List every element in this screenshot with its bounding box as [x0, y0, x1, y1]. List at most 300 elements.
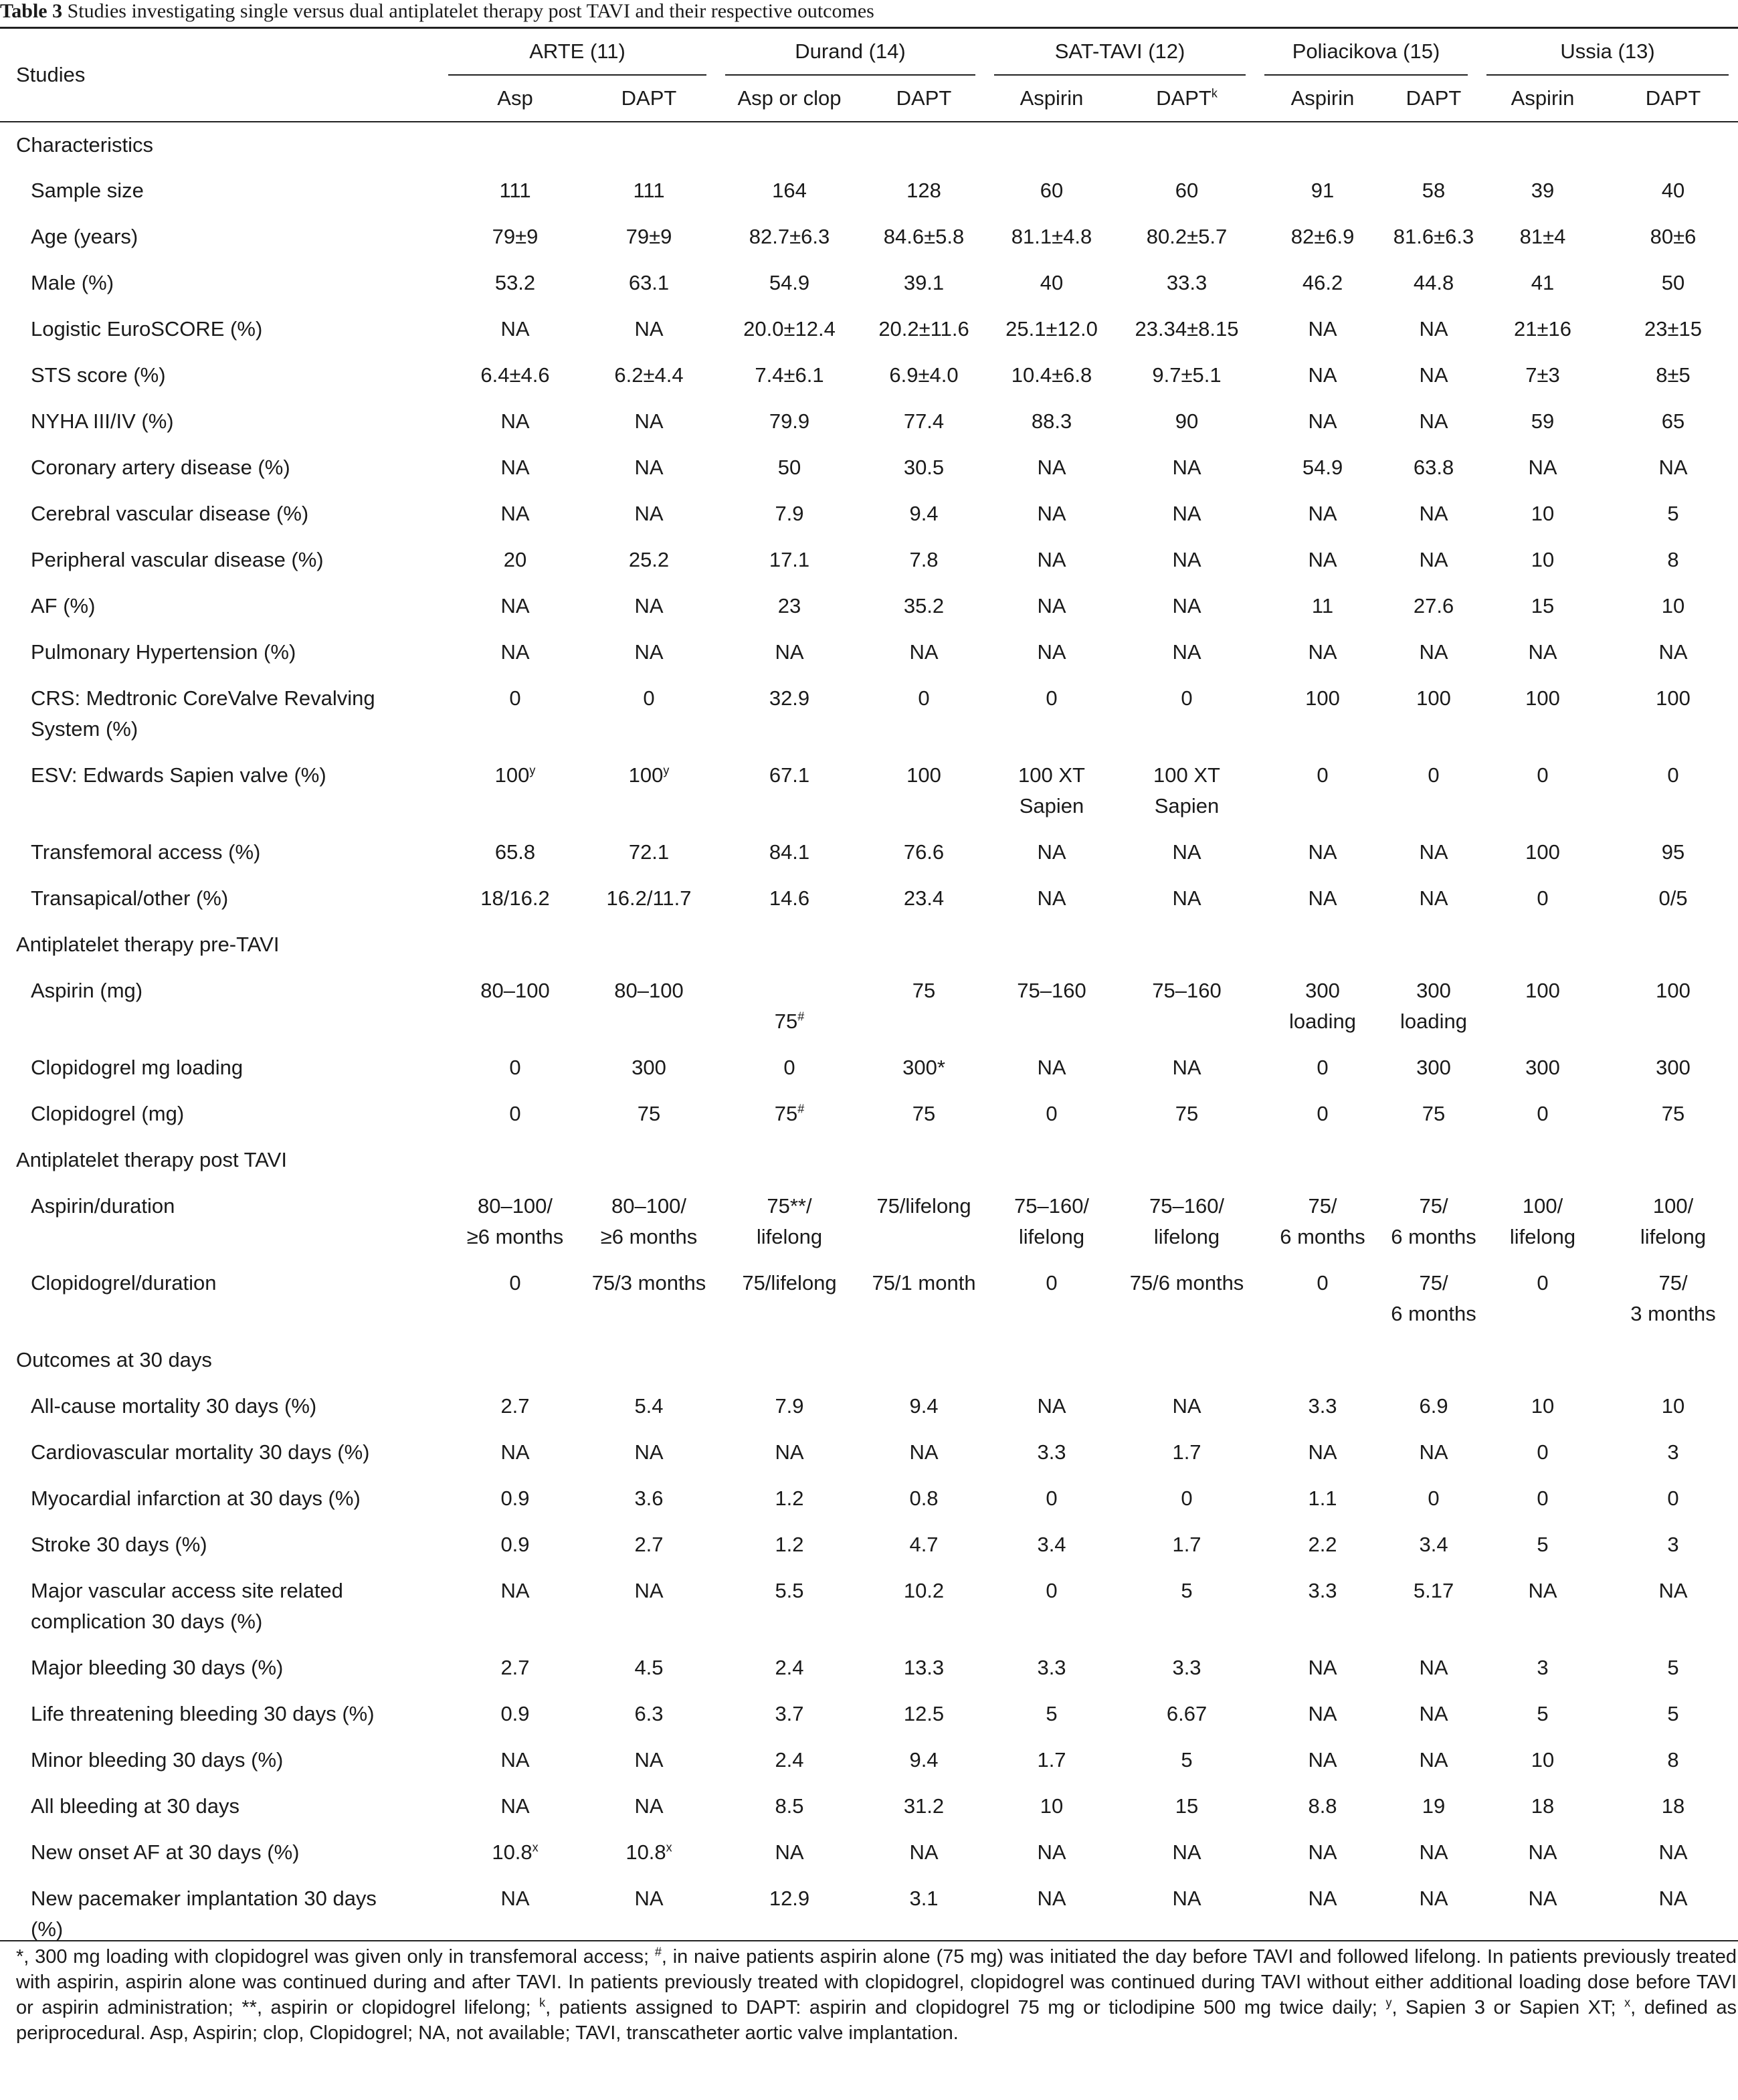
- row-label-text: All bleeding at 30 days: [31, 1794, 239, 1818]
- cell-line: [1255, 683, 1390, 714]
- table-cell: [716, 399, 863, 445]
- cell-value: 100: [1656, 979, 1691, 1002]
- cell-value: 44.8: [1413, 271, 1454, 294]
- cell-value: 100/: [1652, 1194, 1694, 1218]
- row-label: [0, 583, 448, 630]
- cell-line: [985, 498, 1119, 529]
- row-label: [0, 1383, 448, 1430]
- cell-value: NA: [1172, 840, 1201, 864]
- row-label-line: complication 30 days (%): [31, 1610, 263, 1633]
- cell-value: 17.1: [769, 548, 810, 571]
- cell-line: [1608, 1837, 1738, 1868]
- table-cell: [985, 1522, 1119, 1568]
- cell-line: [863, 268, 985, 298]
- cell-value: 0: [1317, 763, 1329, 787]
- cell-line: [1119, 1268, 1255, 1299]
- table-cell: [1119, 1737, 1255, 1784]
- table-cell: [1390, 1691, 1477, 1737]
- cell-line: [1608, 1099, 1738, 1129]
- cell-value: NA: [1308, 317, 1337, 341]
- cell-line: [1390, 1837, 1477, 1868]
- table-cell: [1608, 1522, 1738, 1568]
- cell-line: [1608, 837, 1738, 868]
- row-label-text: Aspirin/duration: [31, 1194, 175, 1218]
- cell-value: 31.2: [903, 1794, 945, 1818]
- cell-line: [1477, 545, 1608, 575]
- table-row: [0, 1645, 1738, 1691]
- table-cell: [863, 399, 985, 445]
- cell-line: lifelong: [1640, 1225, 1707, 1248]
- cell-line: [1608, 406, 1738, 437]
- cell-line: [1477, 591, 1608, 622]
- cell-value: 75: [1661, 1102, 1685, 1125]
- cell-line: [582, 975, 716, 1006]
- cell-value: 54.9: [1302, 456, 1343, 479]
- row-label: [0, 876, 448, 922]
- cell-value: 0: [1046, 1102, 1058, 1125]
- cell-line: [863, 1437, 985, 1468]
- row-label: [0, 1568, 448, 1645]
- table-row: [0, 168, 1738, 214]
- cell-value: 75: [774, 1102, 798, 1125]
- table-cell: [1119, 260, 1255, 306]
- arm-header-label: Asp or clop: [737, 86, 842, 110]
- table-cell: [448, 753, 582, 830]
- cell-value: 20.2±11.6: [878, 317, 969, 341]
- cell-line: [863, 1099, 985, 1129]
- cell-value: 1.2: [775, 1533, 804, 1556]
- cell-line: [1255, 1437, 1390, 1468]
- cell-line: [582, 837, 716, 868]
- table-cell: [985, 1645, 1119, 1691]
- arm-header: [1608, 76, 1738, 122]
- cell-line: [716, 498, 863, 529]
- table-cell: [582, 830, 716, 876]
- row-label-line: CRS: Medtronic CoreValve Revalving: [31, 686, 375, 710]
- table-cell: [1477, 1183, 1608, 1260]
- table-row: [0, 1737, 1738, 1784]
- cell-value: 8.5: [775, 1794, 804, 1818]
- table-cell: [1608, 445, 1738, 491]
- cell-value: 80–100: [614, 979, 684, 1002]
- table-cell: [863, 1045, 985, 1091]
- arm-header: [716, 76, 863, 122]
- cell-line: [1477, 1099, 1608, 1129]
- cell-line: [1255, 175, 1390, 206]
- footnote-text-4: , Sapien 3 or Sapien XT;: [1391, 1997, 1625, 2018]
- cell-value: NA: [909, 640, 939, 664]
- table-cell: [1255, 260, 1390, 306]
- cell-value: NA: [1172, 640, 1201, 664]
- cell-value: 3: [1667, 1440, 1679, 1464]
- table-cell: [1255, 1784, 1390, 1830]
- cell-line: 6 months: [1391, 1302, 1476, 1325]
- cell-value: 10: [1531, 1394, 1555, 1418]
- cell-line: [448, 883, 582, 914]
- cell-value: 0: [783, 1056, 795, 1079]
- cell-line: 6 months: [1280, 1225, 1365, 1248]
- table-cell: [863, 968, 985, 1045]
- table-cell: [985, 876, 1119, 922]
- table-cell: [1255, 353, 1390, 399]
- cell-value: 35.2: [903, 594, 945, 617]
- table-cell: [1390, 1383, 1477, 1430]
- cell-value: 5: [1537, 1702, 1549, 1725]
- cell-value: 6.2±4.4: [614, 363, 684, 387]
- cell-value: 0/5: [1658, 886, 1688, 910]
- row-label-text: New onset AF at 30 days (%): [31, 1840, 300, 1864]
- cell-line: [863, 498, 985, 529]
- cell-line: [1477, 637, 1608, 668]
- table-cell: [1477, 353, 1608, 399]
- table-cell: [863, 1784, 985, 1830]
- cell-value: NA: [909, 1840, 939, 1864]
- cell-value: 0: [1317, 1271, 1329, 1295]
- table-cell: [985, 1383, 1119, 1430]
- cell-value: 5: [1537, 1533, 1549, 1556]
- cell-line: lifelong: [1509, 1225, 1576, 1248]
- cell-line: [1255, 1529, 1390, 1560]
- row-label-text: Aspirin (mg): [31, 979, 143, 1002]
- table-cell: [1255, 445, 1390, 491]
- cell-line: [985, 975, 1119, 1006]
- table-cell: [1119, 876, 1255, 922]
- table-row: [0, 1260, 1738, 1337]
- table-cell: [716, 214, 863, 260]
- footnote-sup-2: k: [539, 1996, 546, 2010]
- table-cell: [985, 260, 1119, 306]
- table-cell: [448, 630, 582, 676]
- table-row: [0, 830, 1738, 876]
- cell-line: [448, 837, 582, 868]
- table-cell: [1608, 1830, 1738, 1876]
- cell-line: [582, 1437, 716, 1468]
- cell-line: [582, 360, 716, 391]
- row-label: [0, 830, 448, 876]
- table-cell: [1119, 1183, 1255, 1260]
- table-cell: [716, 168, 863, 214]
- cell-value: 2.2: [1308, 1533, 1337, 1556]
- row-label-text: Peripheral vascular disease (%): [31, 548, 324, 571]
- cell-line: [1255, 1391, 1390, 1422]
- cell-value: 3.1: [909, 1887, 939, 1910]
- row-label: [0, 260, 448, 306]
- cell-value: 75/: [1419, 1271, 1448, 1295]
- cell-line: [863, 1191, 985, 1222]
- table-cell: [1608, 583, 1738, 630]
- cell-line: [1477, 1791, 1608, 1822]
- table-cell: [1119, 214, 1255, 260]
- cell-value: 19: [1422, 1794, 1446, 1818]
- row-label-text: Major bleeding 30 days (%): [31, 1656, 284, 1679]
- cell-value: NA: [1419, 548, 1448, 571]
- cell-line: [1477, 1699, 1608, 1729]
- table-cell: [582, 1645, 716, 1691]
- table-cell: [1255, 1691, 1390, 1737]
- table-cell: [985, 399, 1119, 445]
- cell-value: 0: [509, 686, 521, 710]
- cell-value: 5: [1667, 1702, 1679, 1725]
- cell-line: [985, 1268, 1119, 1299]
- cell-value: NA: [1037, 456, 1066, 479]
- table-cell: [1477, 1691, 1608, 1737]
- row-label-text: Male (%): [31, 271, 114, 294]
- cell-value: 0: [509, 1271, 521, 1295]
- table-cell: [716, 1522, 863, 1568]
- cell-value: NA: [1528, 1579, 1557, 1602]
- table-cell: [1119, 830, 1255, 876]
- table-cell: [863, 1737, 985, 1784]
- row-label: [0, 1784, 448, 1830]
- cell-value: 23: [777, 594, 801, 617]
- table-cell: [1390, 1645, 1477, 1691]
- cell-value: NA: [775, 1440, 804, 1464]
- row-label-text: Transfemoral access (%): [31, 840, 261, 864]
- table-cell: [1608, 1183, 1738, 1260]
- cell-value: 23±15: [1644, 317, 1703, 341]
- cell-value: 100: [1525, 979, 1560, 1002]
- cell-line: [448, 1268, 582, 1299]
- table-cell: [1119, 1568, 1255, 1645]
- study-group-header: [1477, 28, 1738, 76]
- cell-line: [1390, 1391, 1477, 1422]
- table-cell: [1119, 1045, 1255, 1091]
- table-cell: [448, 1830, 582, 1876]
- table-cell: [1477, 1260, 1608, 1337]
- cell-line: 3 months: [1630, 1302, 1716, 1325]
- cell-line: [448, 268, 582, 298]
- table-cell: [582, 1430, 716, 1476]
- table-cell: [1119, 1430, 1255, 1476]
- cell-value: NA: [1308, 548, 1337, 571]
- row-label: [0, 353, 448, 399]
- row-label: [0, 214, 448, 260]
- cell-line: [716, 360, 863, 391]
- cell-line: [716, 1529, 863, 1560]
- row-label-line: New pacemaker implantation 30 days: [31, 1887, 377, 1910]
- table-row: [0, 1784, 1738, 1830]
- table-cell: [985, 830, 1119, 876]
- cell-value: NA: [1308, 1840, 1337, 1864]
- cell-value: 5: [1667, 502, 1679, 525]
- arm-header: [1119, 76, 1255, 122]
- cell-value: NA: [1308, 1748, 1337, 1772]
- cell-line: [1119, 683, 1255, 714]
- cell-line: [1255, 1052, 1390, 1083]
- cell-line: [716, 314, 863, 345]
- cell-value: NA: [634, 409, 664, 433]
- cell-line: [985, 360, 1119, 391]
- cell-line: [1390, 1529, 1477, 1560]
- cell-value: 100: [1525, 686, 1560, 710]
- cell-line: [985, 452, 1119, 483]
- cell-value: 8.8: [1308, 1794, 1337, 1818]
- cell-value: NA: [1308, 502, 1337, 525]
- cell-value: NA: [1308, 886, 1337, 910]
- table-cell: [1608, 1045, 1738, 1091]
- cell-value: 75/: [1419, 1194, 1448, 1218]
- table-cell: [863, 583, 985, 630]
- cell-value: NA: [1419, 1702, 1448, 1725]
- row-label-text: Transapical/other (%): [31, 886, 229, 910]
- table-cell: [1255, 1260, 1390, 1337]
- cell-value: 0: [1317, 1102, 1329, 1125]
- row-label-text: Stroke 30 days (%): [31, 1533, 207, 1556]
- table-cell: [716, 1691, 863, 1737]
- table-cell: [582, 537, 716, 583]
- cell-value: 25.1±12.0: [1005, 317, 1098, 341]
- cell-line: [716, 221, 863, 252]
- table-cell: [1255, 676, 1390, 753]
- cell-value: NA: [1037, 1840, 1066, 1864]
- footnote-text-1: *, 300 mg loading with clopidogrel was given only in transfemoral access;: [16, 1946, 655, 1968]
- row-label: [0, 1045, 448, 1091]
- table-cell: [1255, 630, 1390, 676]
- cell-line: [448, 1791, 582, 1822]
- table-cell: [985, 445, 1119, 491]
- cell-line: [448, 760, 582, 791]
- table-cell: [863, 1691, 985, 1737]
- table-cell: [1390, 1784, 1477, 1830]
- table-cell: [1390, 830, 1477, 876]
- cell-line: [1477, 760, 1608, 791]
- cell-value: 20: [503, 548, 527, 571]
- table-cell: [1608, 830, 1738, 876]
- table-cell: [1390, 1091, 1477, 1137]
- table-cell: [448, 214, 582, 260]
- cell-value: 39.1: [903, 271, 945, 294]
- cell-value: 75–160: [1017, 979, 1086, 1002]
- cell-line: [716, 1483, 863, 1514]
- cell-line: [1390, 314, 1477, 345]
- table-row: [0, 1476, 1738, 1522]
- study-group-header: [448, 28, 716, 76]
- cell-value: 1.7: [1172, 1440, 1201, 1464]
- cell-value: 128: [906, 179, 941, 202]
- cell-line: [985, 1883, 1119, 1914]
- cell-line: [448, 1699, 582, 1729]
- cell-value: 5.5: [775, 1579, 804, 1602]
- table-cell: [1477, 1568, 1608, 1645]
- cell-line: [448, 1191, 582, 1222]
- cell-line: [448, 545, 582, 575]
- cell-value: 2.7: [634, 1533, 664, 1556]
- table-cell: [1608, 1784, 1738, 1830]
- cell-line: [1608, 1699, 1738, 1729]
- cell-line: [863, 1652, 985, 1683]
- cell-value: NA: [634, 317, 664, 341]
- cell-value: 6.3: [634, 1702, 664, 1725]
- cell-value: 75/lifelong: [742, 1271, 837, 1295]
- row-label: [0, 399, 448, 445]
- cell-value: 79±9: [625, 225, 672, 248]
- cell-value: 23.34±8.15: [1135, 317, 1239, 341]
- cell-value: 100/: [1522, 1194, 1563, 1218]
- table-cell: [1119, 1383, 1255, 1430]
- table-cell: [863, 445, 985, 491]
- table-cell: [1477, 968, 1608, 1045]
- arm-header: [1477, 76, 1608, 122]
- table-cell: [1390, 1183, 1477, 1260]
- cell-line: [1119, 1529, 1255, 1560]
- cell-line: [582, 175, 716, 206]
- cell-line: lifelong: [1018, 1225, 1085, 1248]
- cell-value: NA: [500, 502, 530, 525]
- cell-value: 0: [1537, 763, 1549, 787]
- table-row: [0, 214, 1738, 260]
- cell-line: [1119, 545, 1255, 575]
- cell-value: NA: [1419, 1840, 1448, 1864]
- cell-value: NA: [1528, 1887, 1557, 1910]
- row-label: [0, 1691, 448, 1737]
- cell-line: [1390, 1652, 1477, 1683]
- cell-value: 75: [774, 1010, 798, 1033]
- cell-line: [716, 1576, 863, 1606]
- study-group-label: SAT-TAVI (12): [994, 29, 1246, 76]
- table-cell: [985, 1091, 1119, 1137]
- cell-line: [1477, 175, 1608, 206]
- cell-value: 2.7: [500, 1656, 530, 1679]
- cell-line: [985, 760, 1119, 791]
- study-group-header: [1255, 28, 1477, 76]
- cell-line: [1390, 1437, 1477, 1468]
- table-cell: [1477, 214, 1608, 260]
- cell-value: 10.4±6.8: [1011, 363, 1092, 387]
- study-group-header: [985, 28, 1255, 76]
- cell-line: ≥6 months: [600, 1225, 698, 1248]
- table-cell: [985, 583, 1119, 630]
- table-cell: [716, 753, 863, 830]
- footnote-sup-3: y: [1385, 1996, 1392, 2010]
- cell-line: [1390, 883, 1477, 914]
- cell-value: 0: [1537, 1271, 1549, 1295]
- table-cell: [1608, 676, 1738, 753]
- cell-value: 7.9: [775, 502, 804, 525]
- table-cell: [1255, 168, 1390, 214]
- cell-value: NA: [1419, 363, 1448, 387]
- table-row: [0, 1830, 1738, 1876]
- cell-value: 0: [1317, 1056, 1329, 1079]
- table-row: [0, 968, 1738, 1045]
- table-cell: [1608, 353, 1738, 399]
- cell-line: [1608, 1745, 1738, 1776]
- cell-line: [582, 1745, 716, 1776]
- cell-value: NA: [1037, 1394, 1066, 1418]
- table-cell: [1390, 753, 1477, 830]
- cell-line: [582, 1699, 716, 1729]
- cell-line: [582, 1391, 716, 1422]
- cell-value: 77.4: [903, 409, 945, 433]
- table-cell: [1390, 1260, 1477, 1337]
- table-cell: [985, 1183, 1119, 1260]
- cell-value: 18: [1661, 1794, 1685, 1818]
- cell-value: NA: [500, 640, 530, 664]
- cell-value: NA: [1419, 1887, 1448, 1910]
- cell-value: NA: [1419, 502, 1448, 525]
- cell-value: NA: [500, 1887, 530, 1910]
- cell-line: [985, 683, 1119, 714]
- footnote-text-5: , defined as periprocedural. Asp, Aspirin; clop, Clopidogrel; NA, not available; TAVI, transcatheter aortic valve implantation.: [16, 1997, 1737, 2044]
- cell-line: [1390, 1699, 1477, 1729]
- table-cell: [863, 1430, 985, 1476]
- cell-line: [1119, 1652, 1255, 1683]
- cell-line: [1608, 1391, 1738, 1422]
- cell-sup: #: [797, 1010, 805, 1024]
- table-cell: [1477, 1522, 1608, 1568]
- table-row: [0, 353, 1738, 399]
- row-label: [0, 491, 448, 537]
- cell-value: NA: [1172, 502, 1201, 525]
